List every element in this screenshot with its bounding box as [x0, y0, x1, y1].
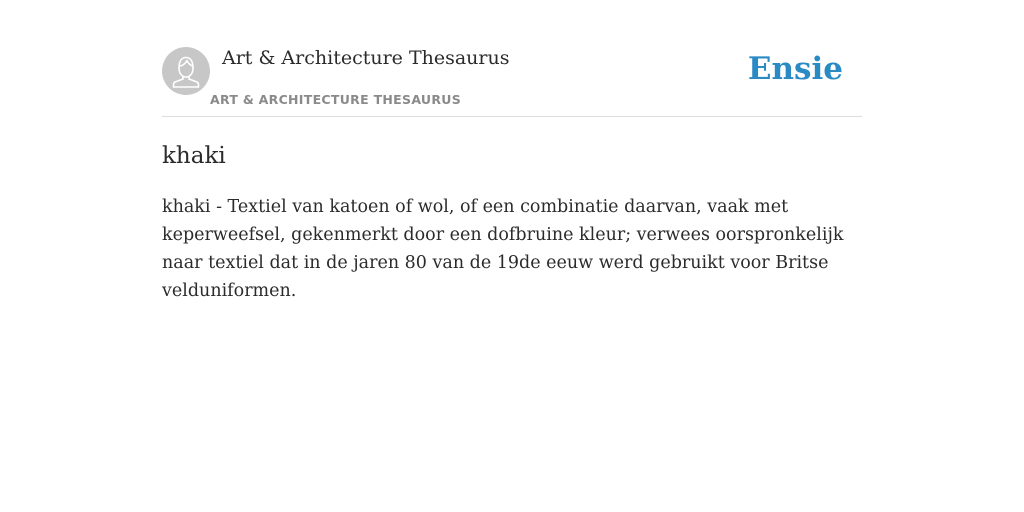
entry-header [162, 0, 862, 117]
user-icon [162, 47, 210, 95]
entry-term: khaki [162, 143, 226, 169]
avatar[interactable] [162, 47, 210, 95]
source-subtitle: ART & ARCHITECTURE THESAURUS [210, 92, 462, 107]
entry-definition: khaki - Textiel van katoen of wol, of een combinatie daarvan, vaak met keperweefsel, gekenmerkt door een dofbruine kleur; verwees oorspronkelijk naar textiel dat in de jaren 80 van de 19de eeuw werd gebruikt voor Britse velduniformen. [162, 197, 844, 301]
entry-card [162, 0, 862, 305]
brand-logo[interactable]: Ensie [747, 51, 843, 87]
source-name[interactable]: Art & Architecture Thesaurus [222, 47, 510, 69]
